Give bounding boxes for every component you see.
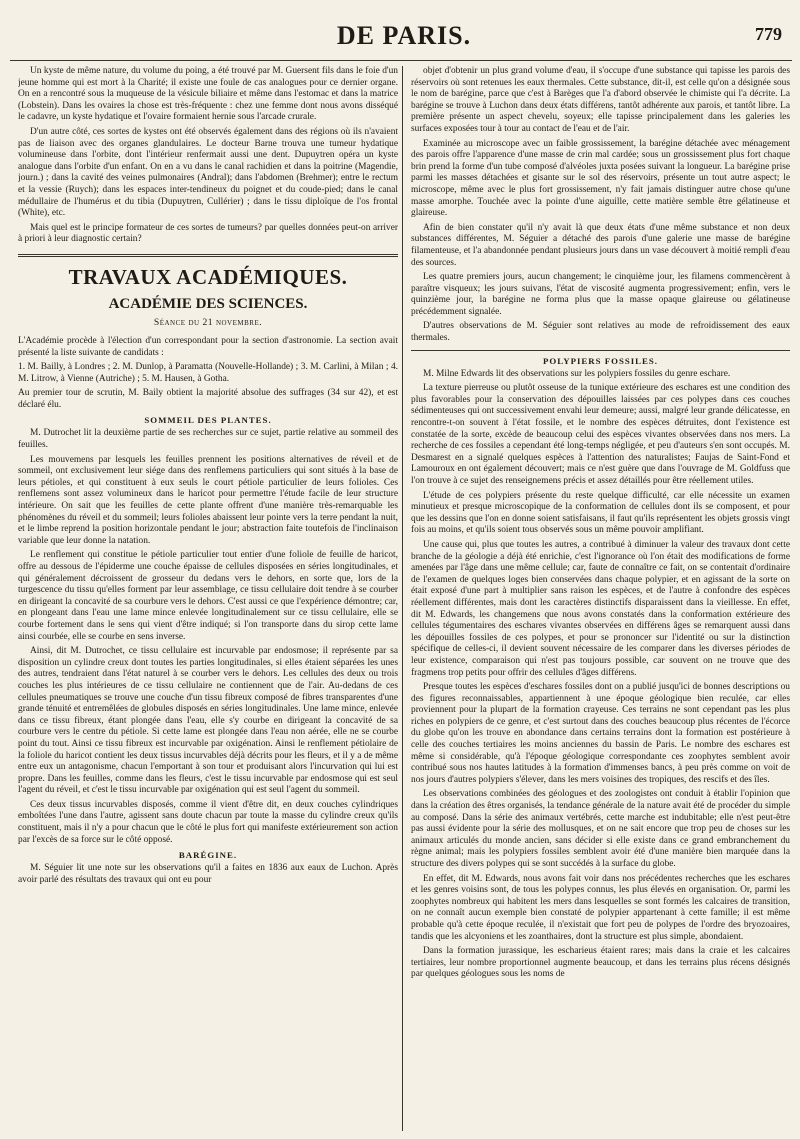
section-rule — [411, 350, 790, 351]
right-intro-paragraph: Examinée au microscope avec un faible grossissement, la barégine détachée avec ménagement des parois offre l'apparence d'une masse de crin mal cardée; sous un grossissement plus fort chaque brin prend la forme d'un tube composé d'alvéoles juxta posées suivant la longueur. La barégine prise parmi les masses détachées et gisante sur le sol des réservoirs, présente un tout autre aspect; le microscope, même avec le plus fort grossissement, n'y fait jamais distinguer autre chose qu'une masse amorphe. Touchée avec la pointe d'une aiguille, cette matière semble être gélatineuse et glaireuse. — [411, 138, 790, 219]
sommeil-paragraph: Le renflement qui constitue le pétiole particulier tout entier d'une foliole de feuille de haricot, offre au dessous de l'épiderme une couche épaisse de cellules disposées en séries longitudinales, et qui généralement décroissent de grosseur du dedans vers le dehors, en sorte que, lors de la turgescence du tissu qu'elles forment par leur assemblage, ce tissu cellulaire doit tendre à se courber en dirigeant la concavité de sa courbure vers le dehors. C'est aussi ce que l'expérience démontre; car, en plongeant dans l'eau une lame mince enlevée longitudinalement sur ce tissu cellulaire, elle se courbe fortement dans le sens qui vient d'être indiqué; si l'on transporte dans du sirop cette lame ainsi courbée, elle se courbe en sens inverse. — [18, 550, 398, 642]
polypiers-heading: POLYPIERS FOSSILES. — [543, 355, 658, 366]
page-number: 779 — [755, 24, 782, 44]
left-column — [18, 66, 398, 1131]
polypiers-paragraph: Presque toutes les espèces d'eschares fossiles dont on a publié jusqu'ici de bonnes descriptions ou des figures reconnaissables, appartiennent à une époque géologique bien reculée, car elles proviennent pour la plupart de la formation crayeuse. Ces terrains ne sont cependant pas les plus riches en polypiers de ce genre, et c'est surtout dans des couches beaucoup plus récentes de l'écorce du globe qu'on les trouve en abondance dans certains terrains dont la formation est postérieure à celle des couches tertiaires les moins anciennes du bassin de Paris. Le nombre des eschares est même si considérable, qu'à l'époque géologique correspondante ces zoophytes semblent avoir contribué sous nos hautes latitudes à la formation d'immenses bancs, à peu près comme on voit de nos jours d'autres polypiers s'élever, dans les mers voisines des tropiques, des rescifs et des îles. — [411, 682, 790, 785]
right-intro-paragraph: objet d'obtenir un plus grand volume d'eau, il s'occupe d'une substance qui tapisse les parois des réservoirs où sont retenues les eaux thermales. Cette substance, dit-il, est celle qu'on a désignée sous le nom de barégine, parce que c'est à Barèges que l'a d'abord observée le chimiste qui l'a décrite. La barégine se trouve à Luchon dans deux états différens, tantôt adhérente aux parois, et tantôt libre. La première présente un aspect chevelu, soyeux; elle tapisse principalement dans les galeries les surfaces exposées tour à tour au contact de l'eau et de l'air. — [411, 66, 790, 134]
right-intro-paragraph: Afin de bien constater qu'il n'y avait là que deux états d'une même substance et non deux substances différentes, M. Séguier a détaché des parois d'une galerie une masse de barégine filamenteuse, et l'a abandonnée pendant plusieurs jours dans un vase découvert à moitié rempli d'eau des sources. — [411, 222, 790, 268]
right-intro — [411, 66, 790, 345]
right-intro-paragraph: D'autres observations de M. Séguier sont relatives au mode de refroidissement des eaux thermales. — [411, 321, 790, 344]
page-header — [18, 0, 790, 52]
polypiers-block — [411, 369, 790, 981]
page-title: DE PARIS. — [336, 21, 472, 50]
right-intro-paragraph: Les quatre premiers jours, aucun changement; le cinquième jour, les filamens commencèrent à paraître visqueux; les jours suivans, l'état de viscosité augmenta progressivement; enfin, vers le quinzième jour, la barégine ne forma plus que la masse opaque glaireuse ou gélatineuse précédemment signalée. — [411, 272, 790, 317]
election-paragraph: L'Académie procède à l'élection d'un correspondant pour la section d'astronomie. La section avait présenté la liste suivante de candidats : — [18, 335, 398, 358]
sommeil-paragraph: M. Dutrochet lit la deuxième partie de ses recherches sur ce sujet, partie relative au sommeil des feuilles. — [18, 428, 398, 451]
session-line: Séance du 21 novembre. — [153, 316, 263, 328]
sommeil-paragraph: Ces deux tissus incurvables disposés, comme il vient d'être dit, en deux couches cylindriques emboîtées l'une dans l'autre, agissent sans doute chacun par toute la masse du cylindre creux qu'ils constituent, mais il n'y a pour chacun que le côté le plus fort qui manifeste extérieurement son action par l'excès de sa force sur le côté opposé. — [18, 799, 398, 845]
left-intro-paragraph: Mais quel est le principe formateur de ces sortes de tumeurs? par quelles données peut-on arriver à priori à leur diagnostic certain? — [18, 222, 398, 245]
candidate-list: 1. M. Bailly, à Londres ; 2. M. Dunlop, à Paramatta (Nouvelle-Hollande) ; 3. M. Carlini, à Milan ; 4. M. Litrow, à Vienne (Autriche) ; 5. M. Hausen, à Gotha. — [18, 362, 398, 384]
text-columns — [18, 66, 790, 1131]
baregine-block — [18, 863, 398, 886]
section-title: TRAVAUX ACADÉMIQUES. — [68, 264, 348, 289]
polypiers-paragraph: Les observations combinées des géologues et des zoologistes ont conduit à établir l'opinion que dans la création des êtres organisés, la tendance générale de la nature avait été de procéder du simple au composé. Dans la série des animaux vertébrés, cette marche est indubitable; elle n'est peut-être pas aussi évidente pour la série des mollusques, et on ne sait encore que trop peu de choses sur les animaux articulés du monde ancien, sans décider si elle existe dans ce grand embranchement du règne animal; mais les polypiers fossiles semblent avoir été d'une manière bien marquée dans la structure des divers polypes qui se sont succédés à la surface du globe. — [411, 789, 790, 869]
polypiers-paragraph: M. Milne Edwards lit des observations sur les polypiers fossiles du genre eschare. — [423, 368, 731, 379]
subsection-title: ACADÉMIE DES SCIENCES. — [108, 295, 308, 312]
baregine-heading: BARÉGINE. — [178, 850, 238, 861]
left-intro — [18, 66, 398, 246]
header-rule — [10, 60, 792, 61]
polypiers-paragraph: L'étude de ces polypiers présente du reste quelque difficulté, car elle nécessite un examen minutieux et presque microscopique de la conformation de cellules dont ils se composent, et pour que les dessins que l'on en donne soient satisfaisans, il faut qu'ils représentent les objets grossis vingt fois au moins, et qu'ils soient tous observés sous un même pouvoir amplifiant. — [411, 490, 790, 536]
right-column — [402, 66, 790, 1131]
polypiers-paragraph: La texture pierreuse ou plutôt osseuse de la tunique extérieure des eschares est une condition des plus favorables pour la conservation des dépouilles laissées par ces polypes dans ces couches sédimenteuses qui ont successivement envahi leur demeure; aussi, malgré leur grande délicatesse, en rencontre-t-on souvent à l'état fossile, et le nombre des espèces détruites, dont l'existence est constatée de la sorte, excède de beaucoup celui des espèces vivantes observées dans nos mers. La recherche de ces fossiles a cependant été long-temps négligée, et peu d'auteurs s'en sont occupés. M. Desmarest en a signalé quelques espèces à l'attention des naturalistes; Faujas de Saint-Fond et Lamouroux en ont également découvert; mais ce n'est guère que dans l'ouvrage de M. Goldfuss que l'on trouve à ce sujet des renseignemens précis et assez détaillés pour être réellement utiles. — [411, 383, 790, 486]
election-result: Au premier tour de scrutin, M. Baily obtient la majorité absolue des suffrages (34 sur 42), et est déclaré élu. — [18, 388, 398, 410]
sommeil-block — [18, 428, 398, 846]
section-divider — [18, 254, 398, 257]
left-intro-paragraph: Un kyste de même nature, du volume du poing, a été trouvé par M. Guersent fils dans le foie d'un jeune homme qui est mort à la Charité; il existe une foule de cas analogues pour ce dernier organe. On en a rencontré sous la muqueuse de la vésicule biliaire et même dans l'estomac et dans la matrice (Lobstein). Dans les ovaires la chose est très-fréquente : chez une femme dont nous avons disséqué le cadavre, un kyste hydatique et l'ovaire formaient hernie sous l'arcade crurale. — [18, 66, 398, 123]
sommeil-paragraph: Les mouvemens par lesquels les feuilles prennent les positions alternatives de réveil et de sommeil, ont exclusivement leur siége dans des renflemens particuliers qui sont situés à la base de leurs pétioles, et qui constituent à eux seuls le court pétiole particulier de leurs folioles. Ces renflemens sont assez volumineux dans le haricot pour permettre l'étude facile de leur structure intérieure. On sait que les feuilles de cette plante offrent d'une manière très-remarquable les phénomènes du réveil et du sommeil; leurs folioles abaissent leur pointe vers la terre pendant la nuit, et le limbe reprend la position horizontale pendant le jour; abstraction faite toutefois de l'inclinaison variable que leur donne la natation. — [18, 454, 398, 546]
polypiers-paragraph: En effet, dit M. Edwards, nous avons fait voir dans nos précédentes recherches que les eschares et les genres voisins sont, de tous les polypes connus, les plus élevés en organisation. Or, parmi les zoophytes nombreux qui habitent les mers dans lesquelles se sont formés les calcaires de transition, on ne connaît aucun exemple bien constaté de polypier appartenant à cette famille; il est même probable qu'à cette époque reculée, il n'existait que fort peu de polypes de l'ordre des bryozoaires, tandis que les alcyoniens et les zoanthaires, dont la structure est plus simple, abondaient. — [411, 873, 790, 942]
polypiers-paragraph: Dans la formation jurassique, les escharieus étaient rares; mais dans la craie et les calcaires tertiaires, leur nombre proportionnel augmente beaucoup, et dans les terrains plus récens désignés par quelques géologues sous les noms de — [411, 946, 790, 980]
election-block — [18, 336, 398, 412]
left-intro-paragraph: D'un autre côté, ces sortes de kystes ont été observés également dans des régions où ils n'avaient pas de liaison avec des organes glandulaires. Le docteur Barne trouva une tumeur hydatique volumineuse dans l'orbite, dont l'intérieur renfermait aussi une dent. Dupuytren opéra un kyste analogue dans l'orbite d'un enfant. On en a vu dans le canal rachidien et dans la poitrine (Magendie, journ.) ; dans la cavité des veines pulmonaires (Andral); dans l'abdomen (Brehmer); entre le rectum et la vessie (Ruych); dans les espaces inter-tendineux du poignet et du coude-pied; dans le canal médullaire de l'humérus et du tibia (Dupuytren, Cullérier) ; dans le tissu diploïque de l'os frontal (White), etc. — [18, 126, 398, 219]
sommeil-paragraph: Ainsi, dit M. Dutrochet, ce tissu cellulaire est incurvable par endosmose; il représente par sa disposition un cylindre creux dont toutes les parties longitudinales, si elles étaient séparées les unes des autres, tendraient dans l'état naturel à se courber vers le dehors. Les cellules des deux ou trois couches les plus intérieures de ce tissu cellulaire ne contiennent que de l'air. Au-dedans de ces cellules pneumatiques se trouve une couche d'un tissu fibreux composé de fibres transparentes d'une grande ténuité et entremêlées de globules disposés en séries longitudinales. Une lame mince, enlevée dans ce tissu fibreux, étant plongée dans l'eau, elle s'y courbe en dirigeant la concavité de sa courbure vers le centre du pétiole. Si cette lame est plongée dans l'eau non aérée, elle ne se courbe point du tout. Ainsi ce tissu fibreux est incurvable par oxigénation. Ainsi le renflement pétiolaire de la foliole du haricot contient les deux tissus incurvables déjà décrits pour les fleurs, et il y a de même entre eux un antagonisme, chacun l'emportant à son tour et produisant alors l'incurvation qui lui est propre. Dans les feuilles, comme dans les fleurs, c'est le tissu incurvable par endosmose qui est seul l'agent du réveil, et c'est le tissu incurvable par oxigénation qui est seul l'agent du sommeil. — [18, 646, 398, 796]
sommeil-heading: SOMMEIL DES PLANTES. — [144, 415, 272, 426]
polypiers-paragraph: Une cause qui, plus que toutes les autres, a contribué à diminuer la valeur des travaux dont cette branche de la géologie a déjà été enrichie, c'est l'ignorance où l'on était des modifications de forme amenées par l'âge dans une même cellule; car, faute de connaître ce fait, on se contentait d'ordinaire de l'examen de quelques loges bien conservées dans chaque polypier, et en agissant de la sorte on était exposé d'une part à multiplier sans raison les espèces, et de l'autre à confondre des espèces réellement différentes, mais dont les caractères distinctifs disparaissent dans la vieillesse. En effet, dit M. Edwards, les changemens que nous avons constatés dans la conformation extérieure des cellules tégumentaires des eschares vivantes observées en différens âges se remarquent aussi dans les dépouilles fossiles de ces polypes, et pour se prononcer sur l'identité ou sur la distinction spécifique de celles-ci, il devient souvent nécessaire de les comparer dans les diverses périodes de leur existence, comparaison qui n'est pas toujours possible, car souvent on ne trouve que des fragmens trop petits pour offrir des cellules d'âges différens. — [411, 539, 790, 678]
baregine-paragraph: M. Séguier lit une note sur les observations qu'il a faites en 1836 aux eaux de Luchon. Après avoir parlé des résultats des travaux qui ont eu pour — [18, 863, 398, 885]
